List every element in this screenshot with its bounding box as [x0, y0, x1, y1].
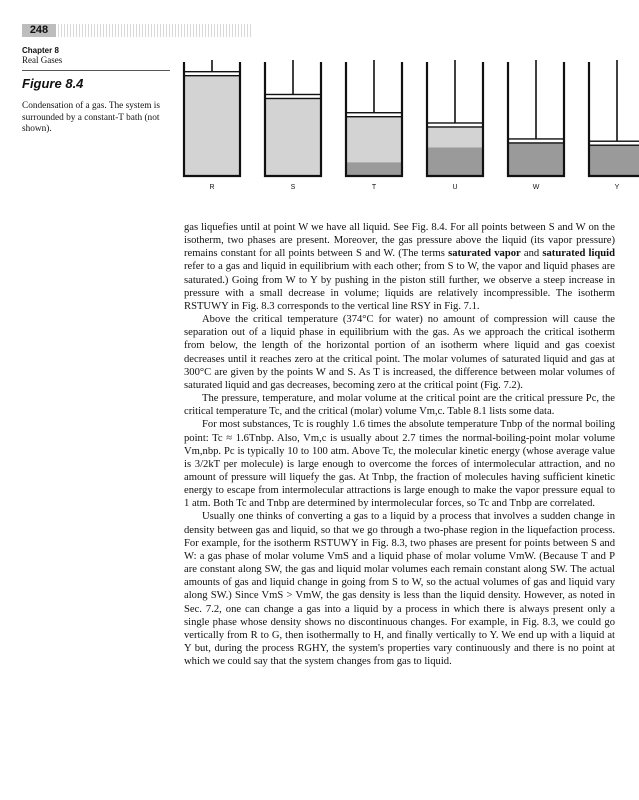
gas-region: [265, 98, 321, 176]
stage-label: U: [452, 184, 458, 191]
paragraph-1: gas liquefies until at point W we have all liquid. See Fig. 8.4. For all points between S and W on the isotherm, two phases are present. Moreover, the gas pressure above the liquid (its vapor pressure) remains constant for all points between S and W. (The terms saturated vapor and saturated liquid refer to a gas and liquid in equilibrium with each other; from S to W, the vapor and liquid phases are saturated.) Going from W to Y by pushing in the piston still further, we observe a steep increase in pressure with a small decrease in volume; liquids are relatively incompressible. The isotherm RSTUWY in Fig. 8.3 corresponds to the vertical line RSY in Fig. 7.1.: [184, 222, 616, 312]
piston-plate: [265, 94, 321, 98]
piston-plate: [427, 123, 483, 127]
page-header-bar: [22, 24, 252, 37]
stage-label: R: [209, 184, 215, 191]
stage-label: T: [371, 184, 377, 191]
piston-plate: [508, 139, 564, 143]
figure-caption: Condensation of a gas. The system is surrounded by a constant-T bath (not shown).: [22, 101, 160, 134]
paragraph-3: The pressure, temperature, and molar volume at the critical point are the critical pressure Pc, the critical temperature Tc, and the critical (molar) volume Vm,c. Table 8.1 lists some data.: [184, 393, 615, 418]
liquid-region: [508, 143, 564, 176]
paragraph-4: For most substances, Tc is roughly 1.6 times the absolute temperature Tnbp of the normal boiling point: Tc ≈ 1.6Tnbp. Also, Vm,c is usually about 2.7 times the normal-boiling-point molar volume Vm,nbp. Pc is typically 10 to 100 atm. Above Tc, the molecular kinetic energy (whose average value is 3/2kT per molecule) is large enough to overcome the forces of intermolecular attraction, and no amount of pressure will liquefy the gas. At Tnbp, the fraction of molecules having sufficient kinetic energy to escape from intermolecular attractions is large enough to make the vapor pressure equal to 1 atm. Both Tc and Tnbp are determined by intermolecular forces, so Tc and Tnbp are correlated.: [184, 419, 615, 510]
liquid-region: [589, 145, 639, 176]
piston-plate: [589, 141, 639, 145]
paragraph-2: Above the critical temperature (374°C for water) no amount of compression will cause the separation out of a liquid phase in equilibrium with the gas. As we approach the critical isotherm from below, the length of the horizontal portion of an isotherm where liquid and gas coexist decreases until it reaches zero at the critical point. The molar volumes of saturated liquid and gas at 300°C are given by the points W and S. As T is increased, the difference between molar volumes of saturated liquid and gas decreases, becoming zero at the critical point (Fig. 7.2).: [184, 314, 615, 391]
chapter-label: Chapter 8: [22, 46, 59, 55]
figure-rule: [22, 70, 170, 71]
condensation-figure: [176, 60, 620, 200]
page-number: 248: [22, 24, 56, 37]
gas-region: [346, 117, 402, 163]
liquid-region: [346, 162, 402, 176]
figure-label: Figure 8.4: [22, 76, 84, 91]
stage-label: S: [290, 184, 296, 191]
body-text: [184, 221, 615, 668]
piston-plate: [184, 72, 240, 76]
paragraph-5: Usually one thinks of converting a gas to a liquid by a process that involves a sudden change in density between gas and liquid, so that we go through a two-phase region in the liquefaction process. For example, for the isotherm RSTUWY in Fig. 8.3, two phases are present for points between S and W: a gas phase of molar volume VmS and a liquid phase of molar volume VmW. (Because T and P are constant along SW, the gas and liquid molar volumes each remain constant along SW. The actual amounts of gas and liquid change in going from S to W, so the actual volumes of gas and liquid vary along SW.) Since VmS > VmW, the gas density is less than the liquid density. However, as noted in Sec. 7.2, one can change a gas into a liquid by a process in which there is always present only a single phase whose density shows no discontinuous changes. For example, in Fig. 8.3, we could go vertically from R to G, then isothermally to H, and finally vertically to Y. We end up with a liquid at Y but, during the process RGHY, the system's properties vary continuously and there is no point at which we could say that the system changes from gas to liquid.: [184, 511, 615, 668]
stage-label: W: [532, 184, 540, 191]
piston-plate: [346, 113, 402, 117]
chapter-title: Real Gases: [22, 55, 63, 65]
gas-region: [184, 76, 240, 176]
stage-label: Y: [614, 184, 620, 191]
liquid-region: [427, 148, 483, 177]
gas-region: [427, 127, 483, 148]
